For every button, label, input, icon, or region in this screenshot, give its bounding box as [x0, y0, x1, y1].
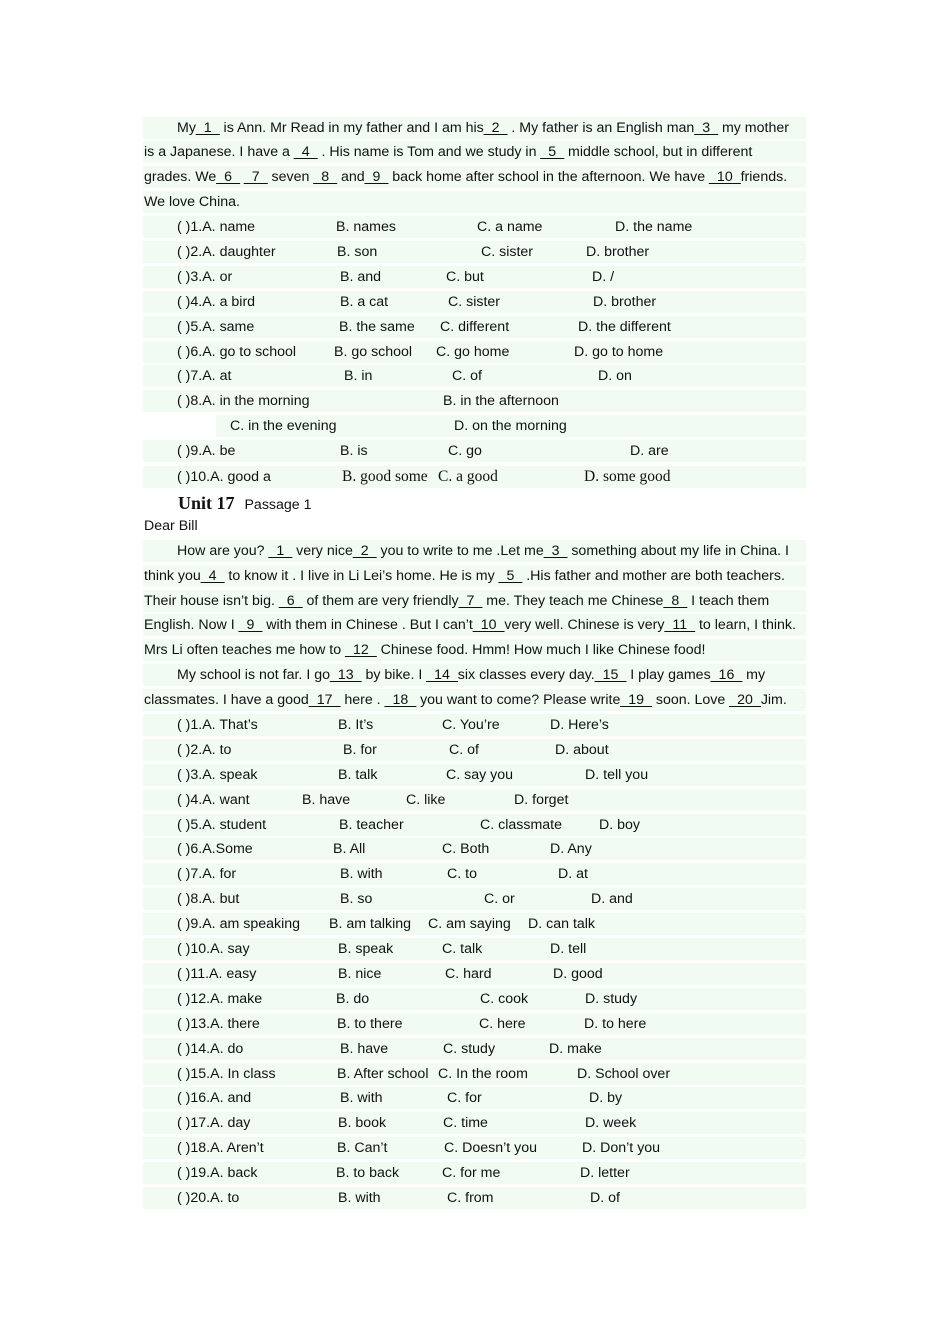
- option-d: D. go to home: [574, 344, 664, 360]
- passage2-line: [143, 540, 806, 562]
- option-c: C. like: [406, 792, 446, 808]
- passage-text: middle school, but in different: [564, 144, 753, 160]
- passage1-line: [143, 141, 806, 163]
- option-b: B. the same: [339, 319, 415, 335]
- option-d: D. the different: [578, 319, 671, 335]
- question-label: ( )1.A. That’s: [177, 717, 258, 733]
- passage2-line: [143, 689, 806, 711]
- question-row: [143, 291, 806, 313]
- blank-slot: _19_: [620, 692, 652, 708]
- blank-slot: _14_: [426, 667, 458, 683]
- option-d: D. good: [553, 966, 603, 982]
- passage-text: very nice: [292, 543, 353, 559]
- option-d: D. boy: [599, 817, 641, 833]
- passage2-line: [143, 590, 806, 612]
- option-d: D. and: [591, 891, 633, 907]
- question-row: [143, 863, 806, 885]
- option-d: D. Here’s: [550, 717, 609, 733]
- option-b: B. a cat: [340, 294, 389, 310]
- passage2-line: [143, 664, 806, 686]
- passage1-line: [143, 191, 806, 213]
- question-label: ( )20.A. to: [177, 1190, 240, 1206]
- passage-text: my: [742, 667, 766, 683]
- passage-label: Passage 1: [244, 497, 312, 513]
- question-row: [143, 764, 806, 786]
- option-b: B. book: [338, 1115, 387, 1131]
- option-d: D. School over: [577, 1066, 671, 1082]
- option-b: B. to there: [337, 1016, 403, 1032]
- blank-slot: _5_: [498, 568, 523, 584]
- question-label: ( )13.A. there: [177, 1016, 260, 1032]
- question-label: ( )3.A. or: [177, 269, 233, 285]
- option-b: B. names: [336, 219, 396, 235]
- option-b: B. teacher: [339, 817, 404, 833]
- question-row: [143, 963, 806, 985]
- question-row: [143, 1038, 806, 1060]
- question-row: [143, 1187, 806, 1209]
- option-d: D. /: [592, 269, 615, 285]
- option-c: C. say you: [446, 767, 514, 783]
- question-row: [143, 241, 806, 263]
- option-b: B. with: [338, 1190, 381, 1206]
- option-d: D. can talk: [528, 916, 596, 932]
- passage-text: you to write to me .Let me: [376, 543, 544, 559]
- passage-text: .His father and mother are both teachers.: [522, 568, 785, 584]
- blank-slot: _2_: [483, 120, 508, 136]
- passage-text: I play games: [626, 667, 711, 683]
- blank-slot: _12_: [345, 642, 377, 658]
- question-label: ( )5.A. student: [177, 817, 267, 833]
- question-label: ( )2.A. daughter: [177, 244, 276, 260]
- passage-text: something about my life in China. I: [567, 543, 789, 559]
- passage-text: Their house isn’t big.: [144, 593, 279, 609]
- blank-slot: _3_: [543, 543, 568, 559]
- option-b: B. in: [344, 368, 373, 384]
- passage-text: friends.: [740, 169, 788, 185]
- option-b: B. have: [340, 1041, 389, 1057]
- passage-text: to know it . I live in Li Lei’s home. He is my: [224, 568, 499, 584]
- passage-text: I teach them: [687, 593, 770, 609]
- option-b: B. nice: [338, 966, 382, 982]
- option-b: B. go school: [334, 344, 413, 360]
- blank-slot: _3_: [694, 120, 718, 136]
- option-d: D. forget: [514, 792, 569, 808]
- passage-text: . His name is Tom and we study in: [317, 144, 541, 160]
- option-b: B. for: [343, 742, 377, 758]
- option-c: C. different: [440, 319, 510, 335]
- option-d: D. make: [549, 1041, 602, 1057]
- blank-slot: _20_: [729, 692, 761, 708]
- question-label: ( )3.A. speak: [177, 767, 258, 783]
- question-row: [143, 988, 806, 1010]
- blank-slot: _18_: [384, 692, 417, 708]
- question-label: ( )17.A. day: [177, 1115, 251, 1131]
- option-b: B. good some: [342, 468, 428, 485]
- option-b: B. do: [336, 991, 370, 1007]
- question-row: [143, 913, 806, 935]
- question-row: [143, 1013, 806, 1035]
- passage2-line: [143, 565, 806, 587]
- passage-text: my mother: [718, 120, 789, 136]
- passage-text: of them are very friendly: [302, 593, 459, 609]
- blank-slot: _10_: [709, 169, 741, 185]
- blank-slot: _2_: [352, 543, 377, 559]
- question-row-continued: [216, 415, 806, 437]
- option-c: C. Doesn’t you: [444, 1140, 538, 1156]
- option-d: D. at: [558, 866, 588, 882]
- passage-text: Mrs Li often teaches me how to: [144, 642, 346, 658]
- option-b: B. to back: [336, 1165, 400, 1181]
- option-b: B. It’s: [338, 717, 374, 733]
- option-d: D. on: [598, 368, 632, 384]
- blank-slot: _6_: [278, 593, 303, 609]
- option-c: C. study: [443, 1041, 496, 1057]
- question-row: [143, 1137, 806, 1159]
- question-label: ( )9.A. am speaking: [177, 916, 301, 932]
- passage-text: think you: [144, 568, 201, 584]
- blank-slot: _5_: [540, 144, 565, 160]
- question-label: ( )7.A. at: [177, 368, 232, 384]
- option-c: C. to: [447, 866, 477, 882]
- passage-text: My: [177, 120, 196, 136]
- option-d: D. week: [585, 1115, 637, 1131]
- question-row: [143, 1063, 806, 1085]
- option-b: B. is: [340, 443, 368, 459]
- option-c: C. hard: [445, 966, 492, 982]
- option-c: C. In the room: [438, 1066, 528, 1082]
- passage-text: soon. Love: [651, 692, 730, 708]
- passage-text: and: [337, 169, 365, 185]
- option-c: C. a name: [477, 219, 543, 235]
- option-d: D. tell you: [585, 767, 649, 783]
- passage-text: here .: [340, 692, 385, 708]
- option-c: C. here: [479, 1016, 526, 1032]
- option-d: D. Don’t you: [582, 1140, 661, 1156]
- blank-slot: _9_: [238, 617, 263, 633]
- question-label: ( )14.A. do: [177, 1041, 244, 1057]
- option-c: C. time: [443, 1115, 488, 1131]
- question-row: [143, 266, 806, 288]
- option-d: D. by: [589, 1090, 623, 1106]
- question-label: ( )15.A. In class: [177, 1066, 276, 1082]
- option-d: D. study: [585, 991, 638, 1007]
- option-d: D. are: [630, 443, 669, 459]
- question-label: ( )18.A. Aren’t: [177, 1140, 264, 1156]
- option-b: B. son: [337, 244, 378, 260]
- question-row: [143, 390, 806, 412]
- question-label: ( )6.A.Some: [177, 841, 253, 857]
- blank-slot: _13_: [329, 667, 362, 683]
- question-row: [143, 714, 806, 736]
- question-label: ( )10.A. say: [177, 941, 250, 957]
- option-d: D. some good: [584, 468, 671, 485]
- question-label: ( )9.A. be: [177, 443, 236, 459]
- option-b: B. have: [302, 792, 351, 808]
- question-row: [143, 1087, 806, 1109]
- option-b: B. with: [340, 1090, 383, 1106]
- question-row: [143, 938, 806, 960]
- option-c: C. go home: [436, 344, 510, 360]
- blank-slot: _4_: [200, 568, 225, 584]
- blank-slot: _8_: [663, 593, 688, 609]
- passage-text: How are you?: [177, 543, 269, 559]
- question-row: [143, 466, 806, 488]
- option-c: C. in the evening: [230, 418, 337, 434]
- passage-text: . My father is an English man: [507, 120, 695, 136]
- option-d: D. letter: [580, 1165, 630, 1181]
- question-row: [143, 216, 806, 238]
- passage-text: is Ann. Mr Read in my father and I am his: [219, 120, 484, 136]
- blank-slot: _4_: [293, 144, 318, 160]
- option-d: D. the name: [615, 219, 693, 235]
- option-c: C. of: [452, 368, 482, 384]
- option-d: D. to here: [584, 1016, 647, 1032]
- option-d: D. tell: [550, 941, 587, 957]
- option-c: C. sister: [448, 294, 501, 310]
- question-label: ( )12.A. make: [177, 991, 263, 1007]
- option-b: B. with: [340, 866, 383, 882]
- option-d: D. of: [590, 1190, 620, 1206]
- question-row: [143, 739, 806, 761]
- unit-heading: [178, 491, 312, 515]
- passage-text: to learn, I think.: [695, 617, 796, 633]
- question-label: ( )7.A. for: [177, 866, 237, 882]
- option-d: D. brother: [586, 244, 650, 260]
- question-label: ( )11.A. easy: [177, 966, 257, 982]
- option-c: C. sister: [481, 244, 534, 260]
- letter-greeting: Dear Bill: [144, 518, 198, 534]
- question-row: [143, 440, 806, 462]
- question-label: ( )5.A. same: [177, 319, 255, 335]
- passage2-line: [143, 614, 806, 636]
- passage-text: you want to come? Please write: [416, 692, 621, 708]
- option-c: C. You’re: [442, 717, 500, 733]
- passage-text: very well. Chinese is very: [504, 617, 665, 633]
- option-b: B. After school: [337, 1066, 429, 1082]
- passage-text: classmates. I have a good: [144, 692, 309, 708]
- option-b: B. talk: [338, 767, 378, 783]
- option-c: C. classmate: [480, 817, 562, 833]
- option-d: D. Any: [550, 841, 592, 857]
- question-label: ( )8.A. in the morning: [177, 393, 310, 409]
- question-label: ( )2.A. to: [177, 742, 232, 758]
- blank-slot: _11_: [664, 617, 695, 633]
- option-c: C. of: [449, 742, 479, 758]
- passage-text: by bike. I: [361, 667, 427, 683]
- option-c: C. go: [448, 443, 482, 459]
- blank-slot: _1_: [268, 543, 293, 559]
- blank-slot: _1_: [195, 120, 220, 136]
- option-c: C. from: [447, 1190, 494, 1206]
- blank-slot: _6_: [216, 169, 240, 185]
- question-label: ( )16.A. and: [177, 1090, 252, 1106]
- blank-slot: _8_: [313, 169, 338, 185]
- option-d: D. brother: [593, 294, 657, 310]
- passage-text: My school is not far. I go: [177, 667, 330, 683]
- option-c: C. for me: [442, 1165, 501, 1181]
- passage-text: grades. We: [144, 169, 217, 185]
- option-b: B. Can’t: [337, 1140, 388, 1156]
- option-c: C. Both: [442, 841, 490, 857]
- passage-text: is a Japanese. I have a: [144, 144, 294, 160]
- option-b: B. speak: [338, 941, 394, 957]
- question-row: [143, 341, 806, 363]
- passage1-line: [143, 166, 806, 188]
- option-d: D. about: [555, 742, 609, 758]
- question-row: [143, 814, 806, 836]
- option-b: B. and: [340, 269, 382, 285]
- option-c: C. cook: [480, 991, 529, 1007]
- question-row: [143, 316, 806, 338]
- option-c: C. talk: [442, 941, 483, 957]
- option-b: B. in the afternoon: [443, 393, 559, 409]
- passage-text: back home after school in the afternoon. We have: [388, 169, 710, 185]
- option-b: B. All: [333, 841, 366, 857]
- option-c: C. a good: [438, 468, 498, 485]
- passage1-line: [143, 117, 806, 139]
- question-row: [143, 365, 806, 387]
- question-row: [143, 888, 806, 910]
- blank-slot: _9_: [364, 169, 389, 185]
- option-b: B. am talking: [329, 916, 412, 932]
- blank-slot: _7_: [243, 169, 268, 185]
- passage-text: seven: [267, 169, 314, 185]
- question-label: ( )6.A. go to school: [177, 344, 297, 360]
- passage-text: We love China.: [144, 194, 240, 210]
- question-row: [143, 1112, 806, 1134]
- passage-text: English. Now I: [144, 617, 239, 633]
- question-label: ( )10.A. good a: [177, 469, 271, 485]
- option-d: D. on the morning: [454, 418, 567, 434]
- passage-text: with them in Chinese . But I can’t: [262, 617, 473, 633]
- blank-slot: _15_: [594, 667, 627, 683]
- passage-text: Chinese food. Hmm! How much I like Chinese food!: [376, 642, 706, 658]
- option-c: C. for: [447, 1090, 482, 1106]
- option-b: B. so: [340, 891, 373, 907]
- question-row: [143, 838, 806, 860]
- blank-slot: _10_: [472, 617, 505, 633]
- question-row: [143, 1162, 806, 1184]
- blank-slot: _16_: [710, 667, 743, 683]
- option-c: C. or: [484, 891, 515, 907]
- passage-text: me. They teach me Chinese: [482, 593, 664, 609]
- blank-slot: _7_: [458, 593, 483, 609]
- question-label: ( )1.A. name: [177, 219, 256, 235]
- passage-text: Jim.: [760, 692, 787, 708]
- question-label: ( )4.A. want: [177, 792, 250, 808]
- passage-text: six classes every day.: [457, 667, 595, 683]
- unit-title: Unit 17: [178, 493, 235, 513]
- question-label: ( )4.A. a bird: [177, 294, 256, 310]
- blank-slot: _17_: [308, 692, 341, 708]
- question-label: ( )8.A. but: [177, 891, 240, 907]
- passage2-line: [143, 639, 806, 661]
- question-row: [143, 789, 806, 811]
- option-c: C. but: [446, 269, 484, 285]
- question-label: ( )19.A. back: [177, 1165, 258, 1181]
- option-c: C. am saying: [428, 916, 511, 932]
